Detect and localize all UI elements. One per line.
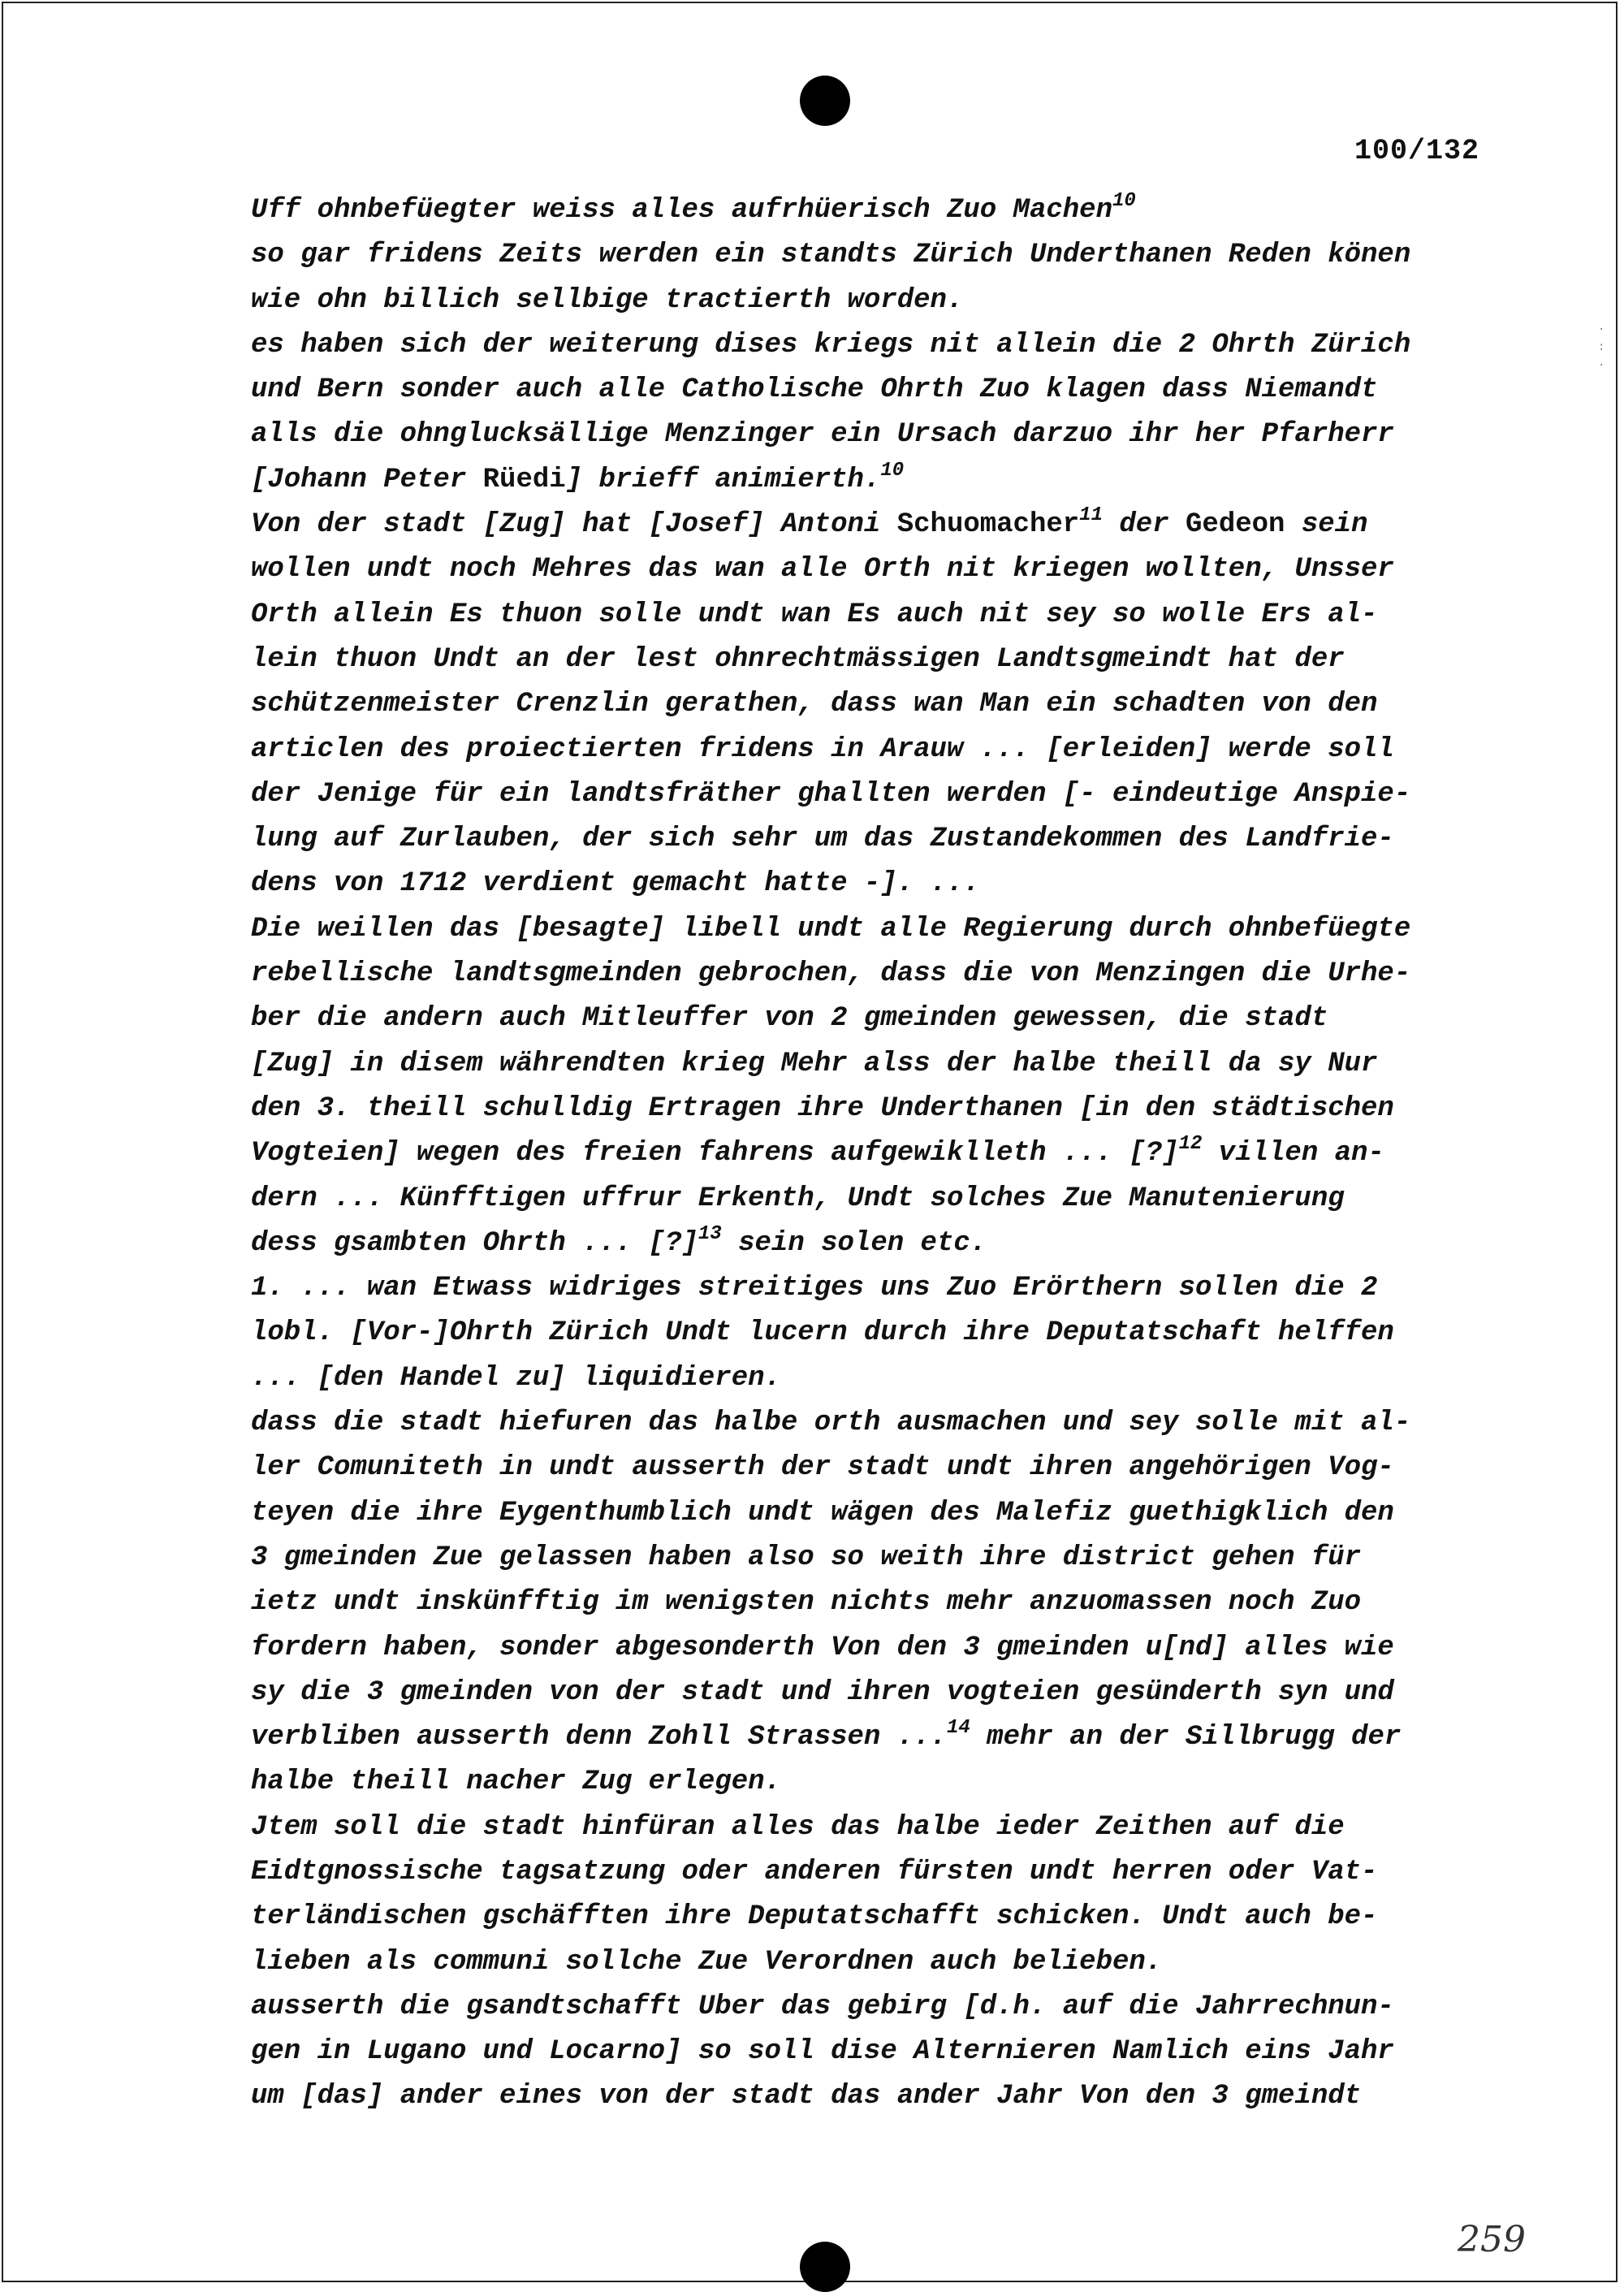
text-segment: ber die andern auch Mitleuffer von 2 gmeinden gewessen, die stadt xyxy=(251,1003,1328,1035)
footnote-marker: 10 xyxy=(1112,190,1136,212)
text-segment: gen in Lugano und Locarno] so soll dise Alternieren Namlich eins Jahr xyxy=(251,2036,1394,2068)
text-segment: sein xyxy=(1285,509,1368,541)
text-line xyxy=(251,1446,1518,1490)
text-segment: der xyxy=(1102,509,1186,541)
text-line xyxy=(251,638,1518,682)
text-segment: 1. ... wan Etwass widriges streitiges uns Zuo Erörthern sollen die 2 xyxy=(251,1273,1378,1304)
text-segment: mehr an der Sillbrugg der xyxy=(970,1722,1402,1754)
text-segment: halbe theill nacher Zug erlegen. xyxy=(251,1767,781,1798)
text-segment: und Bern sonder auch alle Catholische Ohrth Zuo klagen dass Niemandt xyxy=(251,374,1378,406)
text-line xyxy=(251,323,1518,368)
text-segment: ler Comuniteth in undt ausserth der stadt undt ihren angehörigen Vog- xyxy=(251,1452,1394,1484)
text-line xyxy=(251,907,1518,952)
text-line xyxy=(251,1671,1518,1715)
text-segment: dess gsambten Ohrth ... [?] xyxy=(251,1227,698,1259)
text-line xyxy=(251,1626,1518,1671)
footnote-marker: 11 xyxy=(1079,504,1103,527)
text-line xyxy=(251,1042,1518,1087)
person-name: Schuomacher xyxy=(896,509,1080,541)
text-line xyxy=(251,233,1518,278)
text-line xyxy=(251,1311,1518,1356)
text-segment: der Jenige für ein landtsfräther ghallten werden [- eindeutige Anspie- xyxy=(251,778,1411,810)
text-line xyxy=(251,1087,1518,1131)
document-body xyxy=(251,188,1518,2120)
text-line xyxy=(251,1940,1518,1985)
text-line xyxy=(251,1356,1518,1401)
text-segment: verbliben ausserth denn Zohll Strassen ... xyxy=(251,1722,947,1754)
text-segment: ... [den Handel zu] liquidieren. xyxy=(251,1362,781,1394)
text-segment: alls die ohnglucksällige Menzinger ein Ursach darzuo ihr her Pfarherr xyxy=(251,419,1394,451)
text-segment: [Johann Peter xyxy=(251,464,483,495)
text-segment: Vogteien] wegen des freien fahrens aufgewiklleth ... [?] xyxy=(251,1138,1179,1170)
text-segment: 3 gmeinden Zue gelassen haben also so weith ihre district gehen für xyxy=(251,1542,1362,1573)
text-line xyxy=(251,413,1518,457)
text-line xyxy=(251,682,1518,727)
text-segment: ] brieff animierth. xyxy=(565,464,881,495)
text-line xyxy=(251,1985,1518,2030)
text-line xyxy=(251,1401,1518,1446)
page-number: 100/132 xyxy=(1354,135,1480,167)
text-line xyxy=(251,1805,1518,1850)
text-segment: dens von 1712 verdient gemacht hatte -]. ... xyxy=(251,868,980,900)
text-line xyxy=(251,1715,1518,1760)
text-segment: den 3. theill schulldig Ertragen ihre Underthanen [in den städtischen xyxy=(251,1092,1394,1124)
text-segment: ietz undt inskünfftig im wenigsten nichts mehr anzuomassen noch Zuo xyxy=(251,1587,1362,1619)
text-segment: um [das] ander eines von der stadt das ander Jahr Von den 3 gmeindt xyxy=(251,2081,1362,2113)
text-line xyxy=(251,1581,1518,1625)
text-segment: rebellische landtsgmeinden gebrochen, dass die von Menzingen die Urhe- xyxy=(251,958,1411,990)
text-line xyxy=(251,503,1518,547)
text-line xyxy=(251,1760,1518,1805)
text-line xyxy=(251,1131,1518,1176)
footnote-marker: 14 xyxy=(946,1717,970,1740)
text-segment: wie ohn billich sellbige tractierth worden. xyxy=(251,284,964,316)
text-segment: Die weillen das [besagte] libell undt alle Regierung durch ohnbefüegte xyxy=(251,913,1411,945)
text-line xyxy=(251,1266,1518,1311)
margin-marks: · : · xyxy=(1598,323,1605,372)
person-name: Gedeon xyxy=(1186,509,1285,541)
text-line xyxy=(251,1177,1518,1222)
text-segment: sy die 3 gmeinden von der stadt und ihren vogteien gesünderth syn und xyxy=(251,1676,1394,1708)
text-line xyxy=(251,188,1518,233)
text-segment: [Zug] in disem währendten krieg Mehr alss der halbe theill da sy Nur xyxy=(251,1048,1378,1079)
text-segment: es haben sich der weiterung dises kriegs nit allein die 2 Ohrth Zürich xyxy=(251,329,1411,361)
text-line xyxy=(251,862,1518,906)
text-line xyxy=(251,279,1518,323)
text-segment: wollen undt noch Mehres das wan alle Orth nit kriegen wollten, Unsser xyxy=(251,554,1394,586)
text-line xyxy=(251,952,1518,997)
text-segment: teyen die ihre Eygenthumblich undt wägen des Malefiz guethigklich den xyxy=(251,1497,1394,1529)
text-segment: dern ... Künfftigen uffrur Erkenth, Undt solches Zue Manutenierung xyxy=(251,1183,1345,1214)
footnote-marker: 13 xyxy=(698,1222,722,1245)
text-line xyxy=(251,997,1518,1041)
text-segment: sein solen etc. xyxy=(721,1227,987,1259)
text-line xyxy=(251,2030,1518,2074)
text-segment: Uff ohnbefüegter weiss alles aufrhüerisch Zuo Machen xyxy=(251,195,1112,226)
text-segment: ausserth die gsandtschafft Uber das gebirg [d.h. auf die Jahrrechnun- xyxy=(251,1991,1394,2022)
text-segment: villen an- xyxy=(1202,1138,1384,1170)
text-line xyxy=(251,458,1518,503)
text-line xyxy=(251,1491,1518,1536)
text-line xyxy=(251,728,1518,772)
text-line xyxy=(251,547,1518,592)
text-line xyxy=(251,2074,1518,2119)
person-name: Rüedi xyxy=(482,464,566,495)
punch-hole-bottom xyxy=(800,2242,850,2292)
text-segment: fordern haben, sonder abgesonderth Von den 3 gmeinden u[nd] alles wie xyxy=(251,1632,1394,1663)
text-segment: Eidtgnossische tagsatzung oder anderen fürsten undt herren oder Vat- xyxy=(251,1856,1378,1888)
text-line xyxy=(251,772,1518,817)
text-segment: Jtem soll die stadt hinfüran alles das halbe ieder Zeithen auf die xyxy=(251,1811,1345,1843)
text-segment: articlen des proiectierten fridens in Arauw ... [erleiden] werde soll xyxy=(251,733,1394,765)
handwritten-folio-number: 259 xyxy=(1458,2219,1526,2260)
text-line xyxy=(251,593,1518,638)
text-line xyxy=(251,368,1518,413)
text-segment: lein thuon Undt an der lest ohnrechtmässigen Landtsgmeindt hat der xyxy=(251,643,1345,675)
text-segment: Orth allein Es thuon solle undt wan Es auch nit sey so wolle Ers al- xyxy=(251,599,1378,630)
text-segment: terländischen gschäfften ihre Deputatschafft schicken. Undt auch be- xyxy=(251,1901,1378,1933)
text-segment: lobl. [Vor-]Ohrth Zürich Undt lucern durch ihre Deputatschaft helffen xyxy=(251,1317,1394,1349)
text-segment: Von der stadt [Zug] hat [Josef] Antoni xyxy=(251,509,897,541)
text-segment: so gar fridens Zeits werden ein standts Zürich Underthanen Reden könen xyxy=(251,240,1411,271)
text-segment: dass die stadt hiefuren das halbe orth ausmachen und sey solle mit al- xyxy=(251,1408,1411,1439)
text-segment: lung auf Zurlauben, der sich sehr um das Zustandekommen des Landfrie- xyxy=(251,824,1394,855)
text-segment: lieben als communi sollche Zue Verordnen auch belieben. xyxy=(251,1946,1163,1978)
text-segment: schützenmeister Crenzlin gerathen, dass wan Man ein schadten von den xyxy=(251,689,1378,720)
footnote-marker: 10 xyxy=(880,459,905,482)
footnote-marker: 12 xyxy=(1178,1133,1203,1156)
text-line xyxy=(251,817,1518,862)
text-line xyxy=(251,1222,1518,1266)
text-line xyxy=(251,1536,1518,1581)
text-line xyxy=(251,1895,1518,1940)
punch-hole-top xyxy=(800,76,850,126)
text-line xyxy=(251,1850,1518,1895)
